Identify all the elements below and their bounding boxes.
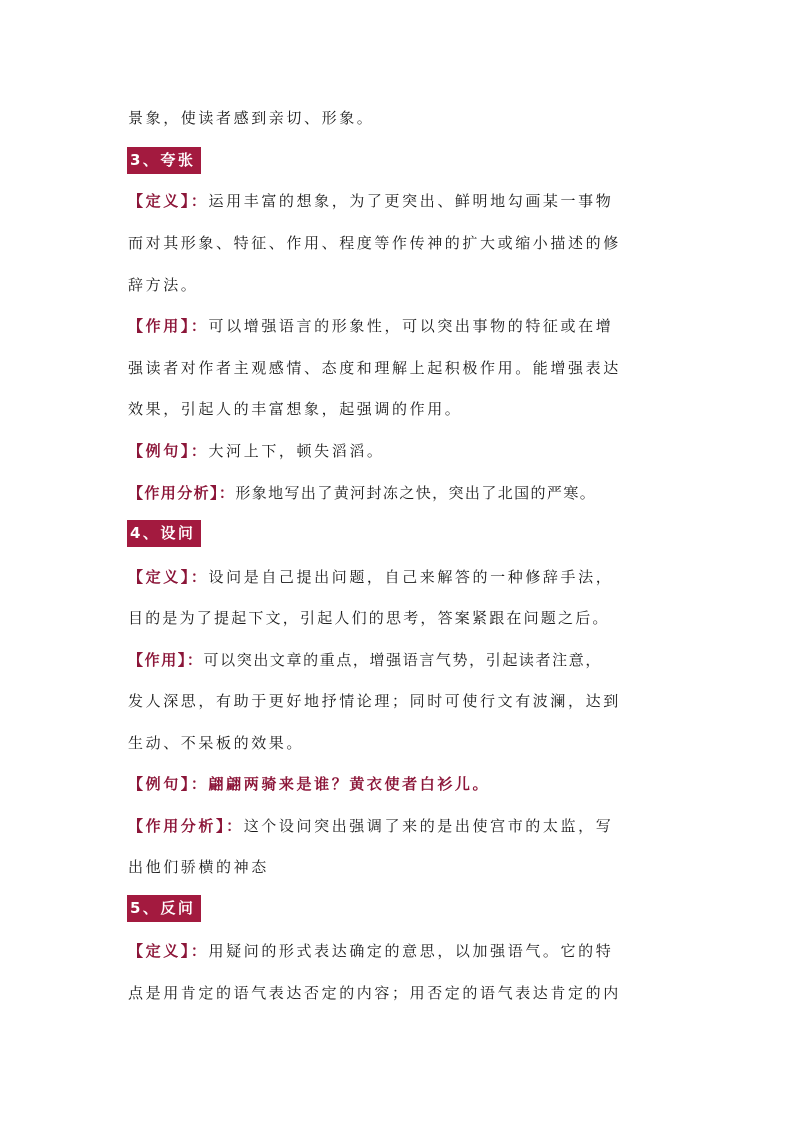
line-text: 效果，引起人的丰富想象，起强调的作用。 [128,400,463,418]
line-text: 辞方法。 [128,276,199,294]
line-text: 可以突出文章的重点，增强语言气势，引起读者注意， [203,651,602,669]
definition-line [128,190,673,212]
line-text: 大河上下，顿失滔滔。 [208,442,385,460]
line-text: 发人深思，有助于更好地抒情论理；同时可使行文有波澜，达到 [128,692,621,710]
paragraph-line [128,982,673,1004]
line-text: 可以增强语言的形象性，可以突出事物的特征或在增 [208,317,614,335]
example-line [128,773,673,795]
paragraph-line [128,856,673,878]
function-line [128,649,673,671]
line-text: 景象，使读者感到亲切、形象。 [128,109,375,127]
line-text: 目的是为了提起下文，引起人们的思考，答案紧跟在问题之后。 [128,609,610,627]
paragraph-line [128,107,673,129]
example-label: 【例句】： [128,775,209,793]
function-label: 【作用】： [128,651,204,669]
paragraph-line [128,357,673,379]
line-text: 点是用肯定的语气表达否定的内容；用否定的语气表达肯定的内 [128,984,621,1002]
paragraph-line [128,607,673,629]
example-line [128,440,673,462]
paragraph-line [128,274,673,296]
line-text: 这个设问突出强调了来的是出使宫市的太监，写 [243,817,614,835]
paragraph-line [128,690,673,712]
paragraph-line [128,732,673,754]
definition-label: 【定义】： [128,942,209,960]
section-heading-rhetorical-question: 4、设问 [127,520,201,547]
analysis-label: 【作用分析】： [128,484,236,502]
analysis-line [128,815,673,837]
line-text: 运用丰富的想象，为了更突出、鲜明地勾画某一事物 [208,192,614,210]
function-line [128,315,673,337]
line-text: 生动、不呆板的效果。 [128,734,305,752]
line-text: 强读者对作者主观感情、态度和理解上起积极作用。能增强表达 [128,359,621,377]
analysis-line [128,482,673,504]
line-text: 而对其形象、特征、作用、程度等作传神的扩大或缩小描述的修 [128,234,621,252]
example-label: 【例句】： [128,442,209,460]
line-text: 出他们骄横的神态 [128,858,269,876]
analysis-label: 【作用分析】： [128,817,244,835]
function-label: 【作用】： [128,317,209,335]
example-quote: 翩翩两骑来是谁？黄衣使者白衫儿。 [208,775,491,793]
definition-line [128,940,673,962]
line-text: 用疑问的形式表达确定的意思，以加强语气。它的特 [208,942,614,960]
definition-label: 【定义】： [128,568,209,586]
line-text: 设问是自己提出问题，自己来解答的一种修辞手法， [208,568,614,586]
paragraph-line [128,398,673,420]
definition-line [128,566,673,588]
definition-label: 【定义】： [128,192,209,210]
section-heading-rhetorical-question-2: 5、反问 [127,895,201,922]
line-text: 形象地写出了黄河封冻之快，突出了北国的严寒。 [235,484,597,502]
section-heading-hyperbole: 3、夸张 [127,147,201,174]
paragraph-line [128,232,673,254]
